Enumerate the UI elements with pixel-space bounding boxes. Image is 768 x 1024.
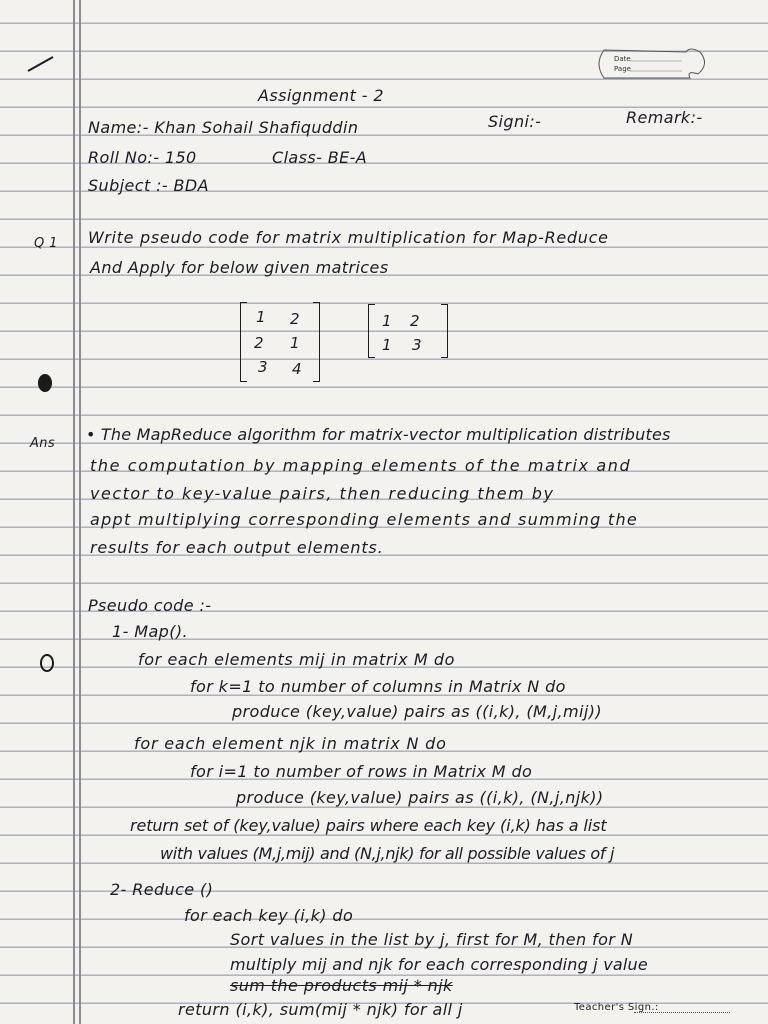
matrix-b-cell: 1 bbox=[382, 312, 392, 330]
margin-line-left bbox=[73, 0, 75, 1024]
matrix-a-cell: 2 bbox=[290, 310, 300, 328]
answer-line: appt multiplying corresponding elements and summing the bbox=[90, 510, 639, 529]
binder-hole bbox=[38, 374, 52, 392]
class-info: Class- BE-A bbox=[272, 148, 368, 167]
matrix-b-cell: 3 bbox=[412, 336, 422, 354]
signature-label: Signi:- bbox=[488, 112, 542, 131]
reduce-line: multiply mij and njk for each corresponding j value bbox=[230, 955, 648, 974]
reduce-line: return (i,k), sum(mij * njk) for all j bbox=[178, 1000, 463, 1019]
question-number: Q 1 bbox=[34, 236, 58, 251]
answer-label: Ans bbox=[30, 436, 56, 451]
date-page-box bbox=[590, 44, 710, 84]
map-heading: 1- Map(). bbox=[112, 622, 188, 641]
question-line-2: And Apply for below given matrices bbox=[90, 258, 389, 277]
matrix-a-cell: 1 bbox=[290, 334, 300, 352]
map-line: produce (key,value) pairs as ((i,k), (N,j,njk)) bbox=[236, 788, 604, 807]
pseudo-heading: Pseudo code :- bbox=[88, 596, 212, 615]
map-line: produce (key,value) pairs as ((i,k), (M,j,mij)) bbox=[232, 702, 602, 721]
matrix-a-cell: 4 bbox=[292, 360, 302, 378]
answer-line: the computation by mapping elements of the matrix and bbox=[90, 456, 632, 475]
reduce-line: for each key (i,k) do bbox=[184, 906, 354, 925]
page-label: Page bbox=[614, 65, 631, 73]
remark-label: Remark:- bbox=[626, 108, 703, 127]
subject-info: Subject :- BDA bbox=[88, 176, 209, 195]
answer-line: • The MapReduce algorithm for matrix-vector multiplication distributes bbox=[86, 425, 671, 444]
teacher-sign-line bbox=[634, 1012, 730, 1013]
reduce-line: sum the products mij * njk bbox=[230, 976, 453, 995]
binder-hole bbox=[40, 654, 54, 672]
question-line-1: Write pseudo code for matrix multiplication for Map-Reduce bbox=[88, 228, 609, 247]
teacher-sign-label: Teacher's Sign.: bbox=[574, 1002, 659, 1013]
map-line: return set of (key,value) pairs where each key (i,k) has a list bbox=[130, 816, 607, 835]
matrix-a-cell: 1 bbox=[256, 308, 266, 326]
matrix-a bbox=[240, 302, 320, 382]
pen-stroke-mark bbox=[26, 54, 56, 74]
reduce-line: Sort values in the list by j, first for M, then for N bbox=[230, 930, 634, 949]
matrix-a-cell: 2 bbox=[254, 334, 264, 352]
matrix-b-cell: 2 bbox=[410, 312, 420, 330]
reduce-heading: 2- Reduce () bbox=[110, 880, 214, 899]
answer-line: vector to key-value pairs, then reducing them by bbox=[90, 484, 555, 503]
date-label: Date bbox=[614, 55, 631, 63]
assignment-title: Assignment - 2 bbox=[258, 86, 384, 105]
margin-line-right bbox=[79, 0, 81, 1024]
matrix-a-cell: 3 bbox=[258, 358, 268, 376]
map-line: for k=1 to number of columns in Matrix N do bbox=[190, 677, 566, 696]
matrix-b bbox=[368, 304, 448, 358]
map-line: for i=1 to number of rows in Matrix M do bbox=[190, 762, 533, 781]
answer-line: results for each output elements. bbox=[90, 538, 384, 557]
matrix-b-cell: 1 bbox=[382, 336, 392, 354]
map-line: for each elements mij in matrix M do bbox=[138, 650, 456, 669]
map-line: with values (M,j,mij) and (N,j,njk) for all possible values of j bbox=[160, 844, 615, 863]
roll-number: Roll No:- 150 bbox=[88, 148, 197, 167]
student-name: Name:- Khan Sohail Shafiquddin bbox=[88, 118, 359, 137]
map-line: for each element njk in matrix N do bbox=[134, 734, 447, 753]
